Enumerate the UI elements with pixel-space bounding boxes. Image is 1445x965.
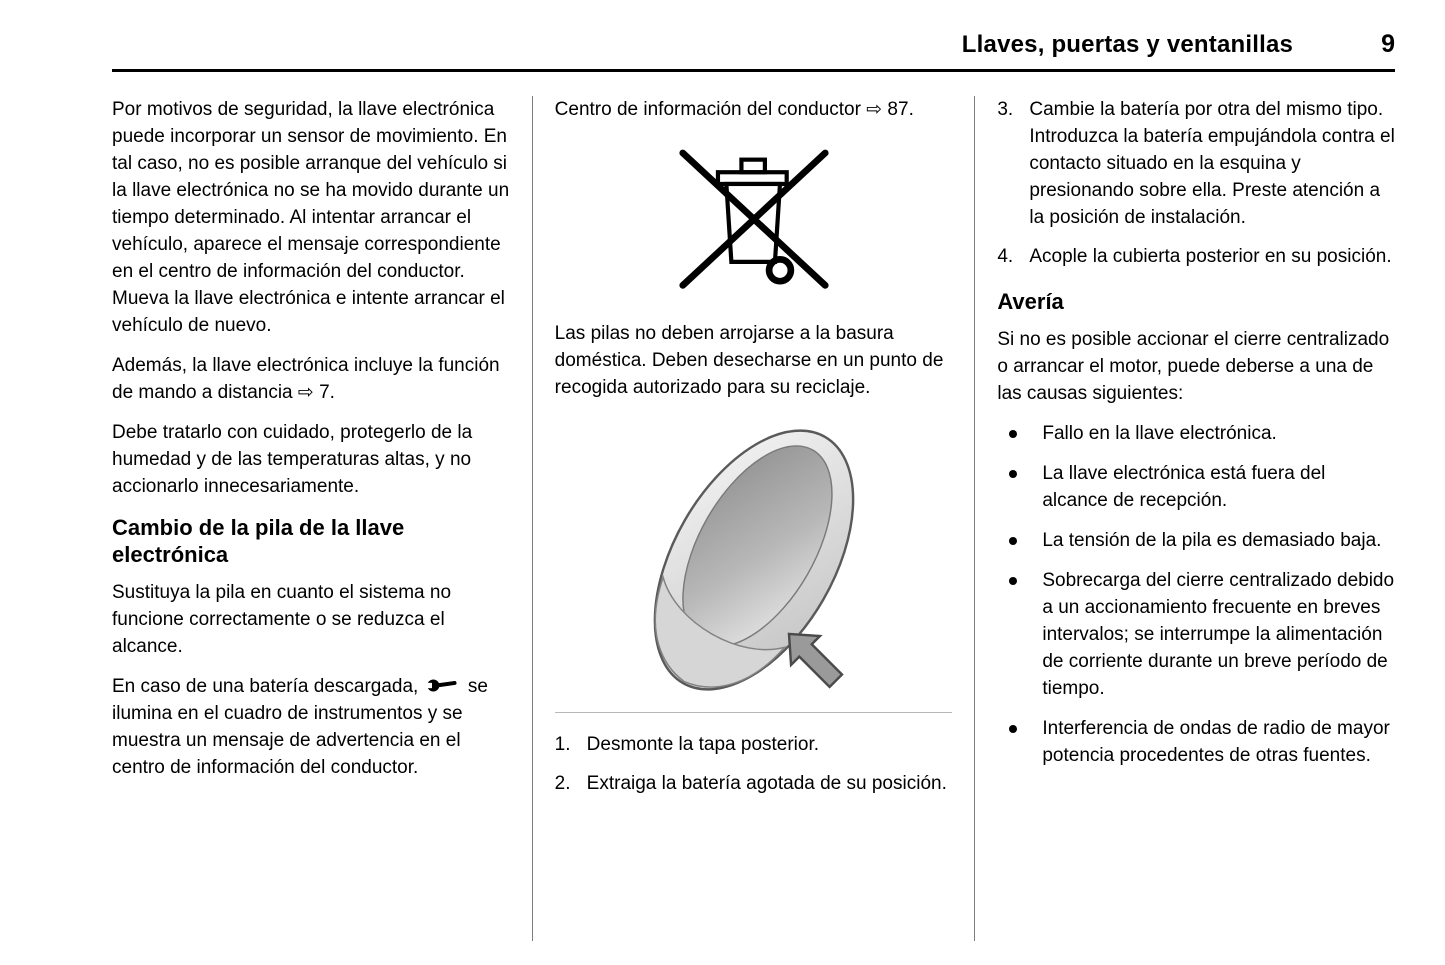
step-text: Desmonte la tapa posterior.	[586, 734, 820, 755]
paragraph-battery-warning	[112, 673, 510, 781]
bullet-marker	[1009, 470, 1017, 478]
paragraph-driver-info-ref: Centro de información del conductor ⇨ 87.	[554, 99, 914, 120]
page-title: Llaves, puertas y ventanillas	[961, 31, 1294, 58]
step-item	[555, 770, 953, 797]
bullet-text: La tensión de la pila es demasiado baja.	[1042, 530, 1382, 551]
step-text: Extraiga la batería agotada de su posición.	[586, 773, 947, 794]
bullet-item	[997, 567, 1395, 702]
battery-steps-list-3-4	[997, 96, 1395, 270]
step-item	[997, 96, 1395, 231]
bullet-text: Fallo en la llave electrónica.	[1042, 423, 1277, 444]
paragraph-remote-function: Además, la llave electrónica incluye la función de mando a distancia ⇨ 7.	[112, 355, 500, 403]
step-number: 2.	[554, 773, 571, 794]
step-number: 3.	[997, 99, 1014, 120]
page-number: 9	[1381, 30, 1395, 58]
paragraph-replace-battery: Sustituya la pila en cuanto el sistema no funcione correctamente o se reduzca el alcance.	[112, 582, 452, 657]
remote-key-illustration	[563, 414, 945, 706]
column-divider	[974, 96, 975, 941]
step-number: 1.	[554, 734, 571, 755]
step-item	[997, 243, 1395, 270]
fault-causes-list	[997, 420, 1395, 769]
column-right	[997, 96, 1395, 941]
bullet-text: La llave electrónica está fuera del alcance de recepción.	[1042, 463, 1326, 511]
column-left	[112, 96, 510, 941]
bullet-item	[997, 420, 1395, 447]
figure-remote-key	[555, 414, 953, 713]
paragraph-care: Debe tratarlo con cuidado, protegerlo de la humedad y de las temperaturas altas, y no accionarlo innecesariamente.	[112, 422, 473, 497]
bullet-text: Interferencia de ondas de radio de mayor potencia procedentes de otras fuentes.	[1042, 718, 1390, 766]
column-middle	[555, 96, 953, 941]
bullet-marker	[1009, 725, 1017, 733]
section-heading-battery-change: Cambio de la pila de la llave electrónica	[112, 515, 405, 567]
page-header	[112, 30, 1395, 72]
wrench-icon	[426, 677, 458, 694]
step-item	[555, 731, 953, 758]
bullet-item	[997, 715, 1395, 769]
bullet-item	[997, 527, 1395, 554]
content-columns	[112, 96, 1395, 941]
figure-waste-bin	[555, 136, 953, 304]
paragraph-fault-intro: Si no es posible accionar el cierre centralizado o arrancar el motor, puede deberse a una de las causas siguientes:	[997, 329, 1390, 404]
section-heading-fault: Avería	[997, 289, 1064, 314]
bullet-item	[997, 460, 1395, 514]
bullet-marker	[1009, 577, 1017, 585]
step-text: Cambie la batería por otra del mismo tipo. Introduzca la batería empujándola contra el contacto situado en la esquina y presionando sobre ella. Preste atención a la posición de instalación.	[1029, 99, 1395, 228]
bullet-marker	[1009, 537, 1017, 545]
bullet-text: Sobrecarga del cierre centralizado debido a un accionamiento frecuente en breves intervalos; se interrumpe la alimentación de corriente durante un breve período de tiempo.	[1042, 570, 1395, 699]
bullet-marker	[1009, 430, 1017, 438]
step-text: Acople la cubierta posterior en su posición.	[1029, 246, 1392, 267]
column-divider	[532, 96, 533, 941]
step-number: 4.	[997, 246, 1014, 267]
paragraph-text-after-icon: se ilumina en el cuadro de instrumentos y se muestra un mensaje de advertencia en el centro de información del conductor.	[112, 676, 488, 778]
paragraph-text-before-icon: En caso de una batería descargada,	[112, 676, 419, 697]
paragraph-battery-disposal: Las pilas no deben arrojarse a la basura doméstica. Deben desecharse en un punto de recogida autorizado para su reciclaje.	[554, 323, 944, 398]
crossed-out-waste-bin-icon	[666, 136, 842, 304]
paragraph-security-sensor: Por motivos de seguridad, la llave electrónica puede incorporar un sensor de movimiento. En tal caso, no es posible arranque del vehículo si la llave electrónica no se ha movido durante un tiempo determinado. Al intentar arrancar el vehículo, aparece el mensaje correspondiente en el centro de información del conductor. Mueva la llave electrónica e intente arrancar el vehículo de nuevo.	[112, 99, 510, 336]
battery-steps-list-1-2	[555, 731, 953, 797]
